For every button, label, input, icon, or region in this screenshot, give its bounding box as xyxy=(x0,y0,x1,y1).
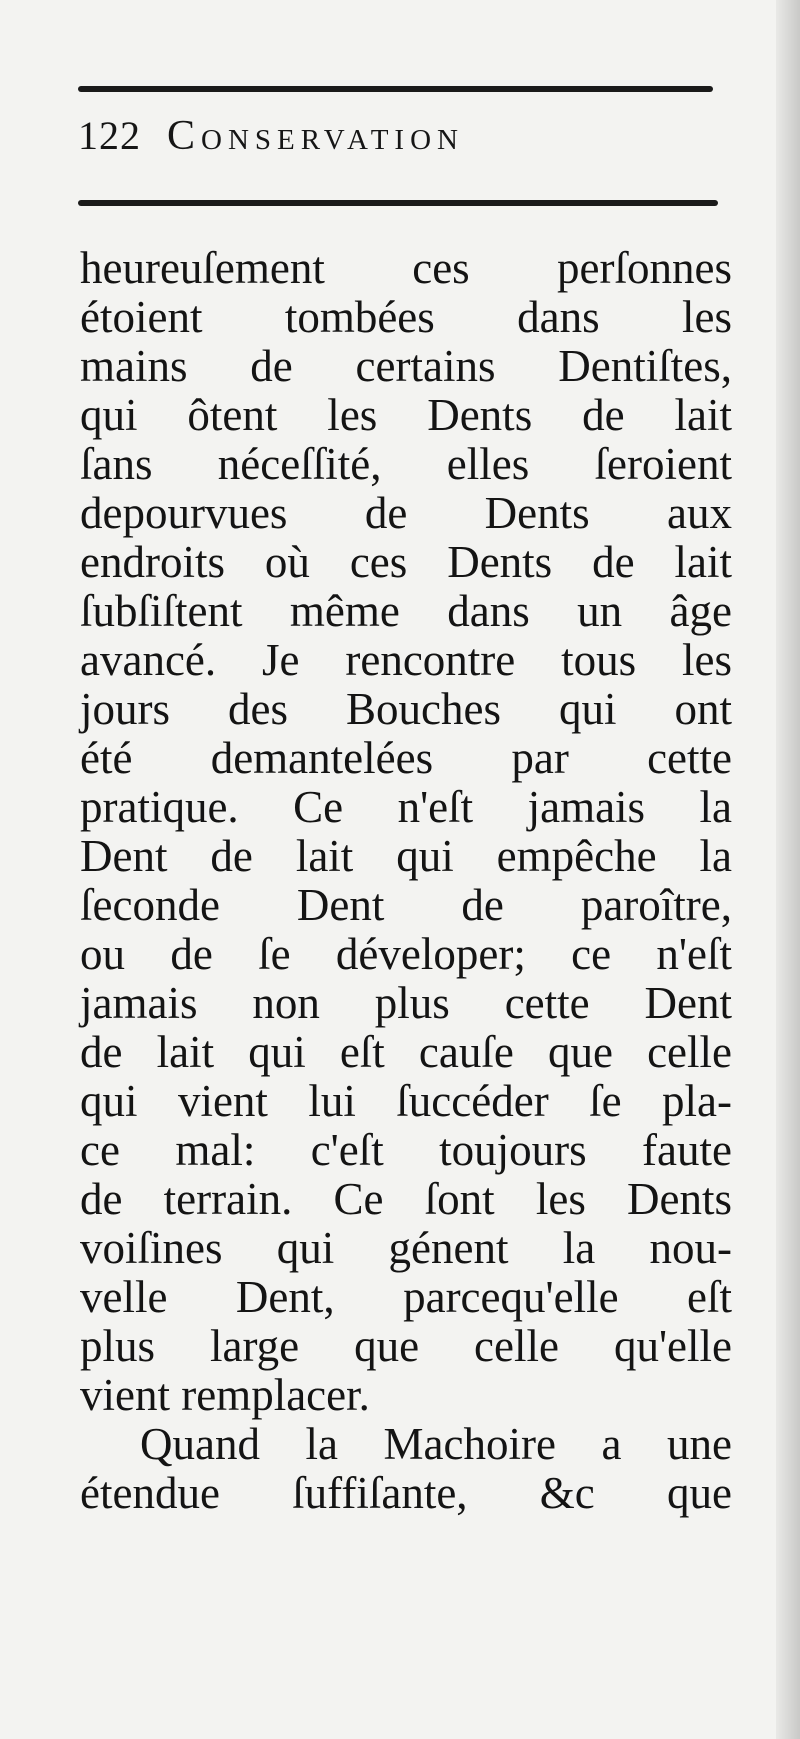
text-line: pratique. Ce n'eſt jamais la xyxy=(80,782,732,832)
text-line: été demantelées par cette xyxy=(80,733,732,783)
body-text xyxy=(80,244,732,1518)
text-line: ſubſiſtent même dans un âge xyxy=(80,586,732,636)
text-line: étoient tombées dans les xyxy=(80,292,732,342)
page-edge-shadow xyxy=(776,0,800,1739)
running-head xyxy=(78,112,718,160)
text-line: Dent de lait qui empêche la xyxy=(80,831,732,881)
text-line: qui vient lui ſuccéder ſe pla- xyxy=(80,1076,732,1126)
text-line: velle Dent, parcequ'elle eſt xyxy=(80,1272,732,1322)
text-line: ce mal: c'eſt toujours faute xyxy=(80,1125,732,1175)
header-bottom-rule xyxy=(78,200,718,206)
text-line: vient remplacer. xyxy=(80,1370,370,1420)
page-number: 122 xyxy=(78,113,141,158)
text-line: ou de ſe déveloper; ce n'eſt xyxy=(80,929,732,979)
text-line: heureuſement ces perſonnes xyxy=(80,243,732,293)
text-line: de terrain. Ce ſont les Dents xyxy=(80,1174,732,1224)
text-line: plus large que celle qu'elle xyxy=(80,1321,732,1371)
text-line: jours des Bouches qui ont xyxy=(80,684,732,734)
text-line: qui ôtent les Dents de lait xyxy=(80,390,732,440)
text-line: mains de certains Dentiſtes, xyxy=(80,341,732,391)
header-top-rule xyxy=(78,86,713,92)
text-line: depourvues de Dents aux xyxy=(80,488,732,538)
text-line: de lait qui eſt cauſe que celle xyxy=(80,1027,732,1077)
running-title: Conservation xyxy=(167,113,464,159)
text-line: étendue ſuffiſante, &c que xyxy=(80,1468,732,1518)
text-line: ſeconde Dent de paroître, xyxy=(80,880,732,930)
text-line: ſans néceſſité, elles ſeroient xyxy=(80,439,732,489)
paragraph-start-line: Quand la Machoire a une xyxy=(140,1419,732,1469)
text-line: avancé. Je rencontre tous les xyxy=(80,635,732,685)
text-line: endroits où ces Dents de lait xyxy=(80,537,732,587)
text-line: jamais non plus cette Dent xyxy=(80,978,732,1028)
text-line: voiſines qui génent la nou- xyxy=(80,1223,732,1273)
